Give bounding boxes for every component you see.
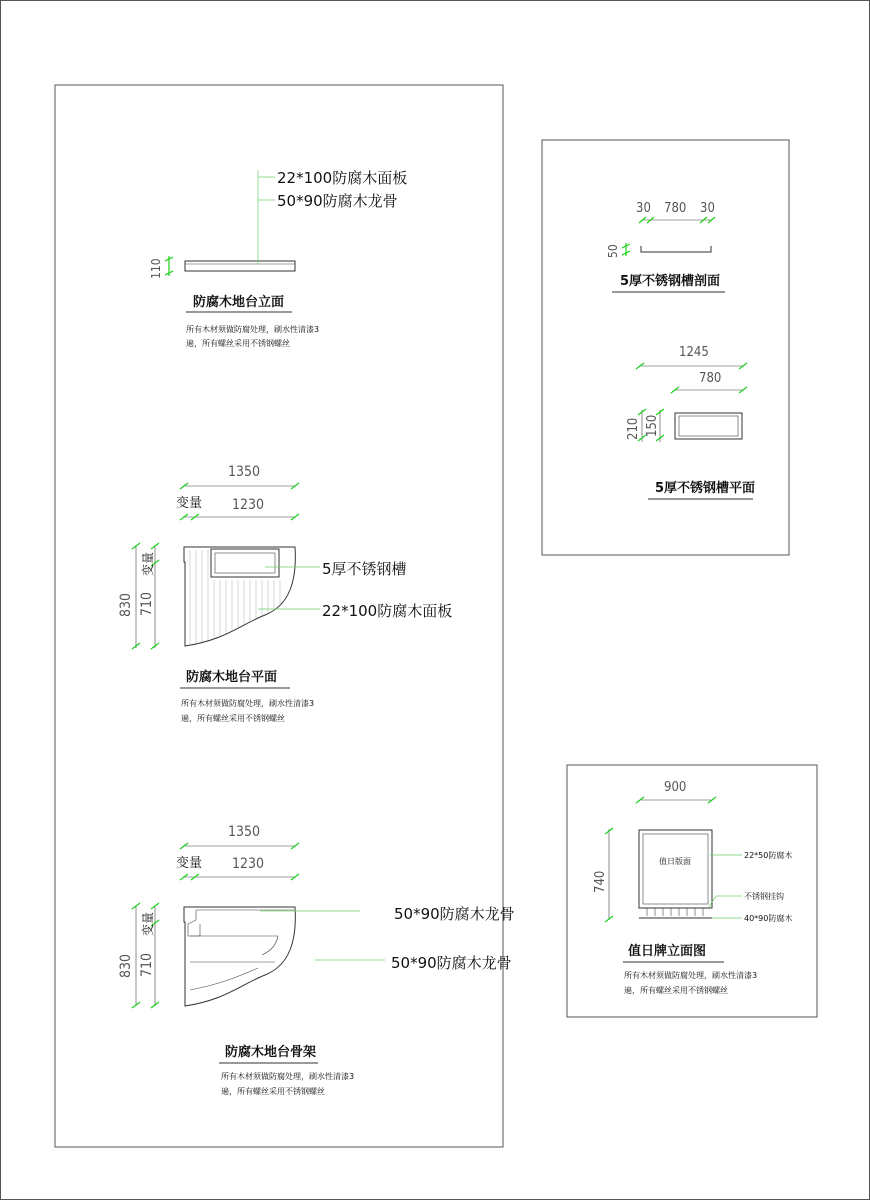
trough-plan-view xyxy=(626,345,755,499)
plan-dim-left-var: 变量 xyxy=(141,551,155,576)
elevation-callout-bottom: 50*90防腐木龙骨 xyxy=(277,192,398,210)
frame-dim-left-outer: 830 xyxy=(118,953,134,978)
frame-dim-left-var: 变量 xyxy=(141,911,155,936)
trough-section-dim-mid: 780 xyxy=(664,201,687,216)
duty-callout-hook: 不锈钢挂钩 xyxy=(744,892,784,901)
trough-section-title: 5厚不锈钢槽剖面 xyxy=(620,274,721,289)
plan-dim-top: 1350 xyxy=(228,464,261,480)
frame-note-line1: 所有木材须做防腐处理，刷水性清漆3 xyxy=(221,1072,355,1081)
plan-dim-var-label: 变量 xyxy=(176,496,203,511)
frame-title: 防腐木地台骨架 xyxy=(225,1045,317,1060)
trough-section-shape xyxy=(641,246,711,252)
frame-outline xyxy=(184,907,295,1006)
duty-board-panel xyxy=(643,834,708,904)
frame-callout-upper: 50*90防腐木龙骨 xyxy=(394,905,515,923)
plan-dim-left-outer: 830 xyxy=(118,592,134,617)
duty-panel-label: 值日版面 xyxy=(659,857,691,866)
trough-plan-dim-outer: 1245 xyxy=(679,345,709,360)
plan-callout-board: 22*100防腐木面板 xyxy=(322,602,453,620)
trough-plan-dim-height-outer: 210 xyxy=(626,417,641,440)
elevation-dim-height: 110 xyxy=(149,258,163,279)
frame-dim-mid: 1230 xyxy=(232,856,265,872)
plan-view xyxy=(118,464,452,724)
trough-plan-title: 5厚不锈钢槽平面 xyxy=(655,481,756,496)
frame-callout-lower: 50*90防腐木龙骨 xyxy=(391,954,512,972)
duty-dim-height: 740 xyxy=(593,870,608,893)
trough-section-view xyxy=(606,201,725,292)
elevation-title: 防腐木地台立面 xyxy=(193,295,285,310)
duty-title: 值日牌立面图 xyxy=(628,944,707,959)
duty-callout-frame: 22*50防腐木 xyxy=(744,851,793,860)
trough-section-dim-right: 30 xyxy=(700,201,715,216)
frame-dim-var-label: 变量 xyxy=(176,856,203,871)
duty-dim-width: 900 xyxy=(664,780,687,795)
trough-plan-inner xyxy=(679,416,738,436)
trough-section-dim-left: 30 xyxy=(636,201,651,216)
trough-plan-dim-height-inner: 150 xyxy=(645,414,660,437)
elevation-deck-board xyxy=(185,261,295,271)
plan-dim-left-inner: 710 xyxy=(139,591,155,616)
plan-note-line2: 遍，所有螺丝采用不锈钢螺丝 xyxy=(181,714,285,723)
elevation-note-line1: 所有木材须做防腐处理，刷水性清漆3 xyxy=(186,325,320,334)
duty-hooks xyxy=(647,908,703,916)
duty-note-line2: 遍，所有螺丝采用不锈钢螺丝 xyxy=(624,986,728,995)
frame-plan-view xyxy=(118,824,515,1097)
elevation-view xyxy=(149,169,407,349)
duty-note-line1: 所有木材须做防腐处理，刷水性清漆3 xyxy=(624,971,758,980)
duty-board-view xyxy=(593,780,792,996)
trough-plan-outer xyxy=(675,413,742,439)
elevation-callout-top: 22*100防腐木面板 xyxy=(277,169,408,187)
plan-title: 防腐木地台平面 xyxy=(186,670,278,685)
frame-note-line2: 遍，所有螺丝采用不锈钢螺丝 xyxy=(221,1087,325,1096)
plan-note-line1: 所有木材须做防腐处理，刷水性清漆3 xyxy=(181,699,315,708)
trough-section-dim-height: 50 xyxy=(606,244,620,258)
elevation-note-line2: 遍，所有螺丝采用不锈钢螺丝 xyxy=(186,339,290,348)
trough-plan-dim-inner: 780 xyxy=(699,371,722,386)
frame-dim-left-inner: 710 xyxy=(139,952,155,977)
duty-callout-base: 40*90防腐木 xyxy=(744,914,793,923)
duty-board-frame xyxy=(639,830,712,908)
frame-dim-top: 1350 xyxy=(228,824,261,840)
plan-callout-trough: 5厚不锈钢槽 xyxy=(322,560,407,578)
plan-dim-mid: 1230 xyxy=(232,497,265,513)
